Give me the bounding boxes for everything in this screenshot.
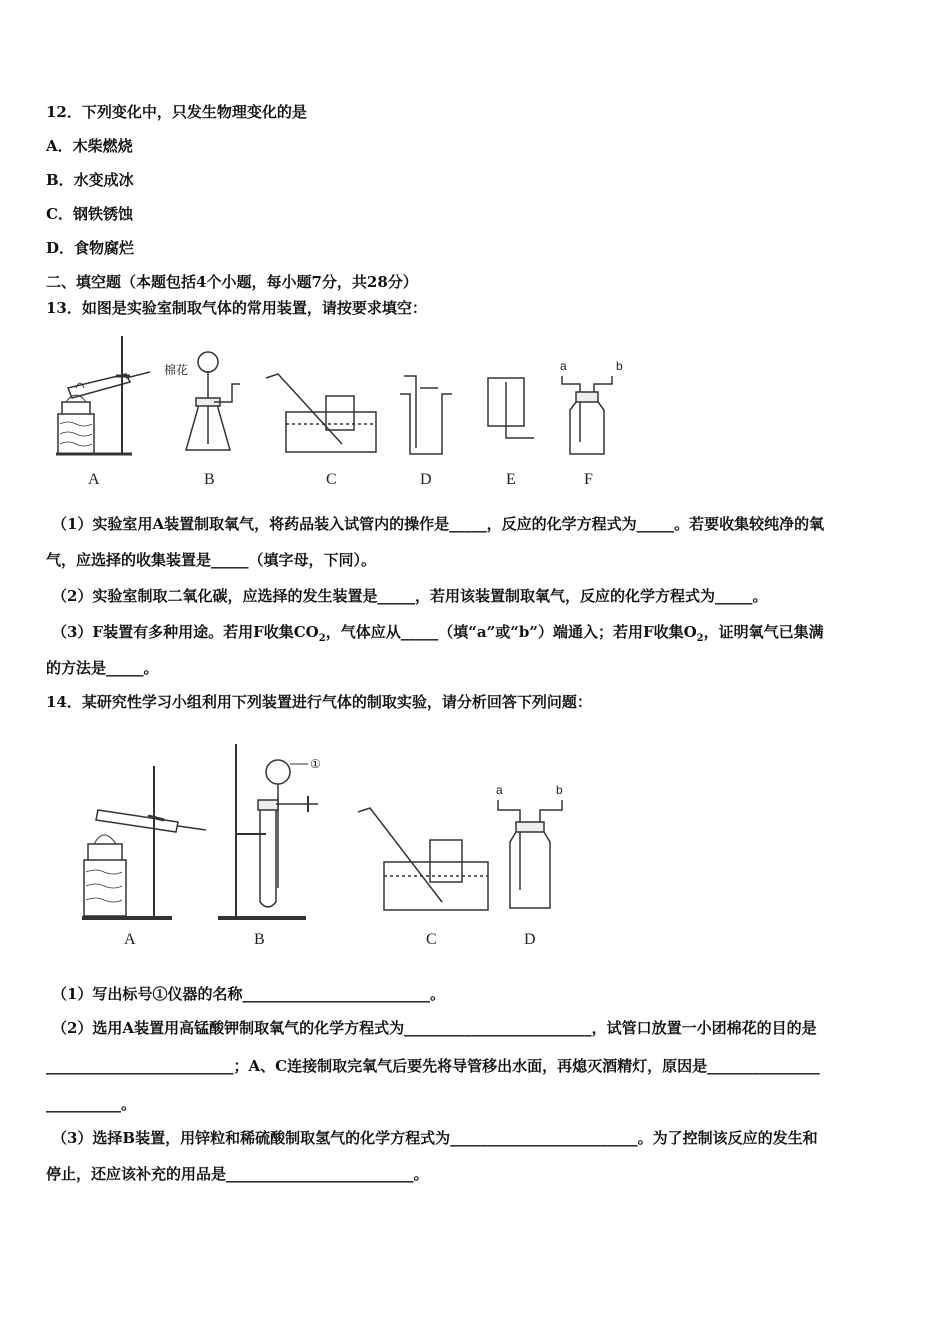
q13-part3-line2: 的方法是_____。: [46, 659, 159, 677]
q13-stem: 13．如图是实验室制取气体的常用装置，请按要求填空：: [46, 299, 427, 317]
q14-apparatus-d: [496, 783, 563, 908]
q13-apparatus-e: [488, 378, 534, 438]
q13-port-b: b: [616, 359, 623, 373]
q14-part2-line3: __________。: [46, 1095, 137, 1113]
q13-part3-line1: （3）F装置有多种用途。若用F收集$CO_2$，气体应从_____（填“a”或“b”）端通入；若用F收集$O_2$，证明氧气已集满: [52, 623, 824, 644]
q12-option-b: B．水变成冰: [46, 171, 134, 189]
q13-apparatus-d: [400, 376, 452, 454]
q14-label-c: C: [426, 931, 437, 948]
q14-apparatus-b: [218, 744, 321, 918]
q14-port-b: b: [556, 783, 563, 797]
q13-label-b: B: [204, 471, 215, 488]
q14-marker: ①: [310, 757, 321, 771]
q14-part1: （1）写出标号①仪器的名称_________________________。: [52, 985, 445, 1003]
q14-stem: 14．某研究性学习小组利用下列装置进行气体的制取实验，请分析回答下列问题：: [46, 693, 592, 711]
q14-part3-line2: 停止，还应该补充的用品是_________________________。: [46, 1165, 429, 1183]
q13-label-a: A: [88, 471, 100, 488]
q13-label-e: E: [506, 471, 516, 488]
q13-part2: （2）实验室制取二氧化碳，应选择的发生装置是_____，若用该装置制取氧气，反应的化学方程式为_____。: [52, 587, 768, 605]
q14-figure: [70, 738, 590, 958]
q14-part3-line1: （3）选择B装置，用锌粒和稀硫酸制取氢气的化学方程式为_________________________。为了控制该反应的发生和: [52, 1129, 818, 1147]
q13-apparatus-b: [186, 352, 240, 450]
q14-apparatus-c: [358, 808, 488, 910]
q13-label-f: F: [584, 471, 593, 488]
q13-apparatus-f: [560, 359, 623, 454]
q14-label-d: D: [524, 931, 536, 948]
q14-part2-line2: _________________________；A、C连接制取完氧气后要先将导管移出水面，再熄灭酒精灯，原因是_______________: [46, 1057, 820, 1075]
q13-part1-line1: （1）实验室用A装置制取氧气，将药品装入试管内的操作是_____，反应的化学方程式为_____。若要收集较纯净的氧: [52, 515, 825, 533]
q13-apparatus-a: [56, 336, 150, 454]
cotton-label: 棉花: [164, 363, 189, 377]
q14-label-b: B: [254, 931, 265, 948]
q13-label-d: D: [420, 471, 432, 488]
section-heading: 二、填空题（本题包括4个小题，每小题7分，共28分）: [46, 273, 418, 291]
q12-option-a: A．木柴燃烧: [46, 137, 133, 155]
q13-part1-line2: 气，应选择的收集装置是_____（填字母，下同）。: [46, 551, 377, 569]
q14-apparatus-a: [82, 766, 206, 918]
q13-figure: [46, 326, 646, 496]
q12-stem: 12．下列变化中，只发生物理变化的是: [46, 103, 307, 121]
q13-label-c: C: [326, 471, 337, 488]
q12-option-c: C．钢铁锈蚀: [46, 205, 133, 223]
q14-port-a: a: [496, 783, 503, 797]
q14-part2-line1: （2）选用A装置用高锰酸钾制取氧气的化学方程式为_________________________，试管口放置一小团棉花的目的是: [52, 1019, 817, 1037]
q13-port-a: a: [560, 359, 567, 373]
q12-option-d: D．食物腐烂: [46, 239, 135, 257]
q13-apparatus-c: [266, 374, 376, 452]
q14-label-a: A: [124, 931, 136, 948]
